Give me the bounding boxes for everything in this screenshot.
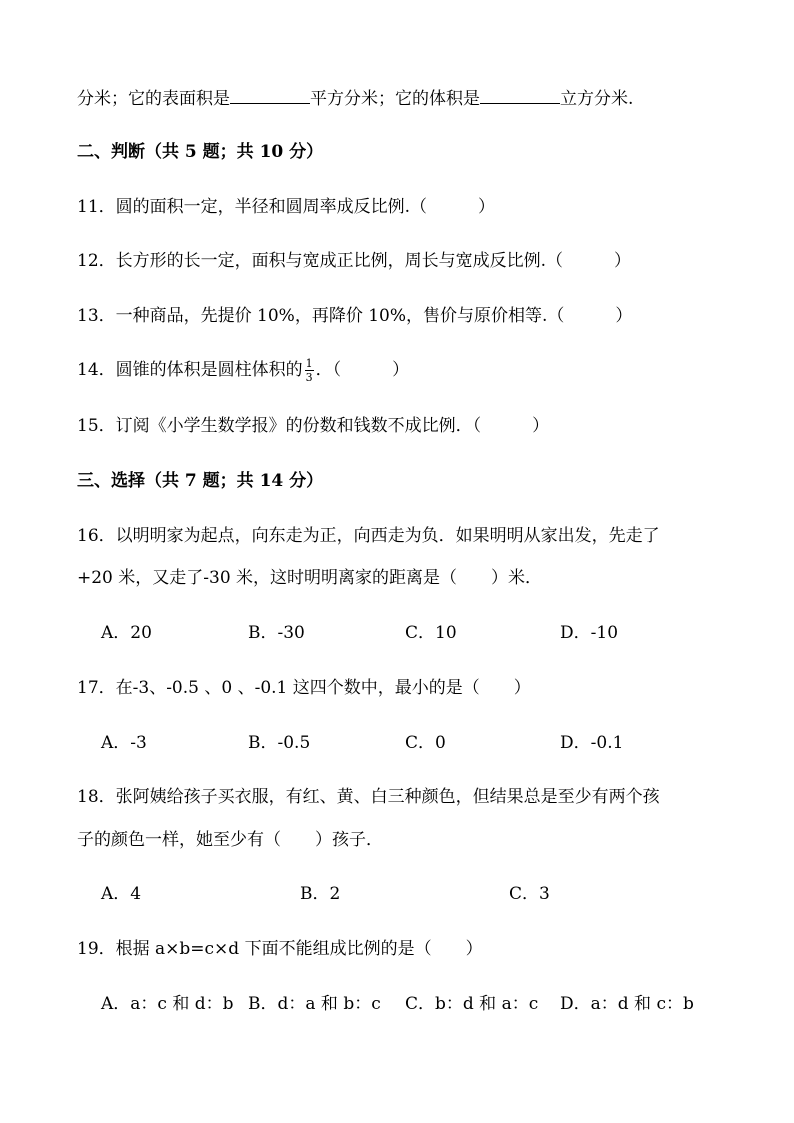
section-3-title: 三、选择（共 7 题；共 14 分） [77, 471, 324, 491]
question-13: 13．一种商品，先提价 10%，再降价 10%，售价与原价相等.（ ） [77, 306, 633, 326]
q10-tail-part1: 分米；它的表面积是 [77, 89, 230, 109]
question-17: 17．在-3、-0.5 、0 、-0.1 这四个数中，最小的是（ ） [77, 678, 531, 698]
q17-option-d[interactable]: D．-0.1 [560, 733, 624, 753]
q19-option-c[interactable]: C．b：d 和 a：c [405, 994, 539, 1014]
question-16-line-2: +20 米，又走了-30 米，这时明明离家的距离是（ ）米． [77, 568, 543, 588]
q10-tail-line [77, 89, 633, 108]
q10-tail-part2: 平方分米；它的体积是 [310, 89, 480, 109]
q14-text-before: 14．圆锥的体积是圆柱体积的 [77, 360, 303, 380]
q16-option-b[interactable]: B．-30 [248, 623, 305, 643]
q16-option-d[interactable]: D．-10 [560, 623, 619, 643]
q16-option-a[interactable]: A．20 [101, 623, 152, 643]
question-16-line-1: 16．以明明家为起点，向东走为正，向西走为负．如果明明从家出发，先走了 [77, 526, 660, 546]
q17-option-b[interactable]: B．-0.5 [248, 733, 311, 753]
q18-option-b[interactable]: B．2 [300, 884, 341, 904]
q18-option-a[interactable]: A．4 [101, 884, 142, 904]
question-19: 19．根据 a×b=c×d 下面不能组成比例的是（ ） [77, 939, 483, 959]
q17-option-a[interactable]: A．-3 [101, 733, 147, 753]
q10-tail-part3: 立方分米. [560, 89, 634, 109]
answer-blank-volume[interactable] [480, 89, 560, 104]
fraction-denominator: 3 [305, 371, 313, 384]
answer-blank-surface-area[interactable] [230, 89, 310, 104]
question-14 [77, 358, 409, 383]
question-18-line-1: 18．张阿姨给孩子买衣服，有红、黄、白三种颜色，但结果总是至少有两个孩 [77, 787, 660, 807]
q14-text-after: ．（ ） [315, 360, 410, 380]
q16-option-c[interactable]: C．10 [405, 623, 457, 643]
fraction-numerator: 1 [305, 357, 313, 370]
question-18-line-2: 子的颜色一样，她至少有（ ）孩子． [77, 830, 383, 850]
question-15: 15．订阅《小学生数学报》的份数和钱数不成比例．（ ） [77, 416, 550, 436]
section-2-title: 二、判断（共 5 题；共 10 分） [77, 142, 324, 162]
question-11: 11．圆的面积一定，半径和圆周率成反比例.（ ） [77, 197, 496, 217]
q19-option-d[interactable]: D．a：d 和 c：b [560, 994, 694, 1014]
question-12: 12．长方形的长一定，面积与宽成正比例，周长与宽成反比例.（ ） [77, 251, 632, 271]
q18-option-c[interactable]: C．3 [509, 884, 550, 904]
fraction-one-third [305, 358, 314, 383]
q17-option-c[interactable]: C．0 [405, 733, 446, 753]
q19-option-b[interactable]: B．d：a 和 b：c [248, 994, 381, 1014]
q19-option-a[interactable]: A．a：c 和 d：b [101, 994, 234, 1014]
